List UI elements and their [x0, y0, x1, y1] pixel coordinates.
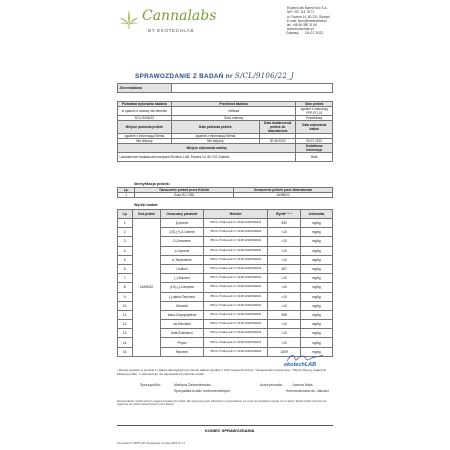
- ekotechlab-stamp: ekotechLAB: [284, 362, 317, 368]
- result-value: 958: [268, 310, 300, 319]
- sampling-date-header: Data pobrania próbek: [171, 121, 259, 134]
- delivery-date-header: Data dostarczenia próbek do laboratorium: [259, 121, 296, 134]
- row-number: 6.: [118, 264, 133, 273]
- basis-value: S/CL/9106/22: [118, 116, 172, 121]
- result-value: <10: [268, 283, 300, 292]
- divider: [117, 425, 333, 426]
- analysis-place-header: Miejsce wykonania analizy: [118, 144, 296, 153]
- method: PB-CL-TOHH-wyd.3 z 30.06.2020/0090NA: [203, 301, 268, 310]
- method: PB-CL-TOHH-wyd.3 z 30.06.2020/0090NA: [203, 228, 268, 237]
- authorized-by-title: Kierownik/czka ds. Jakości: [286, 389, 329, 393]
- result-value: <10: [268, 237, 300, 246]
- ident-lp: 1: [118, 193, 135, 198]
- method: PB-CL-TOHH-wyd.3 z 30.06.2020/0090NA: [203, 219, 268, 228]
- state-note: zgodne z instrukcją FFP-PO-02: [296, 107, 333, 116]
- company-info: [287, 6, 357, 32]
- form-code: Formularz F-SDPO-02 Obowiązuje od dnia 2021.07.17: [117, 441, 186, 445]
- unit: mg/kg: [300, 283, 332, 292]
- parameter: (-)-Borneol: [160, 274, 203, 283]
- parameter: D-Limonene: [160, 237, 203, 246]
- analysis-date-value: 05.07.2022: [296, 139, 333, 144]
- ident-lab-header: Oznaczenie próbek przez laboratorium: [234, 188, 333, 193]
- analysis-date-header: Data wykonania badań: [296, 121, 333, 134]
- report-date: Gdańsk, 05.07.2022: [286, 31, 324, 35]
- report-number: S/CL/9106/22_J: [234, 72, 294, 80]
- result-value: <10: [268, 338, 300, 347]
- row-number: 1.: [118, 219, 133, 228]
- prepared-by-title: Specjalista Analiz Instrumentalnych: [174, 389, 231, 393]
- row-number: 7.: [118, 274, 133, 283]
- result-value: <10: [268, 246, 300, 255]
- company-line: ul. Fiszera 14, 80-231 Gdańsk: [287, 14, 330, 19]
- method: PB-CL-TOHH-wyd.3 z 30.06.2020/0090NA: [203, 292, 268, 301]
- client-value: [171, 84, 332, 93]
- parameter: trans-Caryophyllene: [160, 310, 203, 319]
- row-number: 2.: [118, 228, 133, 237]
- delivery-date-value: 30.06.2022: [259, 139, 296, 144]
- end-of-report: KONIEC SPRAWOZDANIA: [205, 428, 255, 433]
- company-line: www.ekotechlab.pl: [287, 27, 314, 32]
- method: PB-CL-TOHH-wyd.3 z 30.06.2020/0090NA: [203, 310, 268, 319]
- info-table: [117, 83, 333, 162]
- results-unit-header: Jednostka: [300, 210, 332, 219]
- state-value: Prawidłowy: [296, 116, 333, 121]
- parameter: (1S)-(+)-3-Carene: [160, 228, 203, 237]
- cannalabs-logo: [118, 6, 228, 46]
- unit: mg/kg: [300, 246, 332, 255]
- method: PB-CL-TOHH-wyd.3 z 30.06.2020/0090NA: [203, 246, 268, 255]
- unit: mg/kg: [300, 264, 332, 273]
- unit: mg/kg: [300, 310, 332, 319]
- row-number: 12.: [118, 320, 133, 329]
- subject-header: Przedmiot badania: [171, 102, 296, 107]
- additional-info-value: Brak: [296, 153, 333, 162]
- results-row: [118, 219, 333, 228]
- client-label: Zleceniodawca: [118, 84, 172, 93]
- result-value: 467: [268, 264, 300, 273]
- authorized-by-label: Autoryzowała:: [260, 383, 283, 387]
- company-line: E-mail: biuro@ekotechlab.pl: [287, 18, 327, 23]
- method: PB-CL-TOHH-wyd.3 z 30.06.2020/0090NA: [203, 255, 268, 264]
- unit: mg/kg: [300, 219, 332, 228]
- prepared-by-label: Sporządził/a:: [140, 383, 161, 387]
- row-number: 15.: [118, 347, 133, 356]
- additional-info-header: Dodatkowe informacje: [296, 144, 333, 153]
- sampling-place-value: Nie dotyczy: [118, 139, 172, 144]
- method: PB-CL-TOHH-wyd.3 z 30.06.2020/0090NA: [203, 274, 268, 283]
- company-line: NIP: 957 114 78 72: [287, 10, 315, 15]
- prepared-by-name: Martyna Zalewniewska: [174, 383, 211, 387]
- report-title-text: SPRAWOZDANIE Z BADAŃ nr: [135, 73, 233, 80]
- authorized-by-name: Joanna Wals: [292, 383, 313, 387]
- sample-code: 16496/22: [133, 219, 161, 357]
- row-number: 4.: [118, 246, 133, 255]
- row-number: 5.: [118, 255, 133, 264]
- footnotes: ¹ Metody opisane w punkcie 1 (zakres akredytacji) lub metody własne zgodnie z informacją techniczną. ² Niepewność rozszerzona. ³ Wynik dotyczy wyłącznie badanej próbki. ⁴ Laboratorium nie odpowiada za pobranie próbki.: [117, 368, 327, 376]
- unit: mg/kg: [300, 347, 332, 356]
- parameter: Geraniol: [160, 301, 203, 310]
- row-number: 8.: [118, 283, 133, 292]
- results-method-header: Metoda¹: [203, 210, 268, 219]
- method: PB-CL-TOHH-wyd.3 z 30.06.2020/0090NA: [203, 320, 268, 329]
- method: PB-CL-TOHH-wyd.3 z 30.06.2020/0090NA: [203, 347, 268, 356]
- basis-header: Podstawa wykonania badania: [118, 102, 172, 107]
- subject-value: Susz roślinny: [171, 116, 296, 121]
- brand-subtitle: BY EKOTECHLAB: [148, 28, 195, 33]
- sampling-place-note: zgodnie z informacją Klienta: [118, 134, 172, 139]
- unit: mg/kg: [300, 320, 332, 329]
- row-number: 11.: [118, 310, 133, 319]
- unit: mg/kg: [300, 255, 332, 264]
- parameter: beta-Eudesmol: [160, 329, 203, 338]
- results-table: [117, 209, 333, 357]
- method: PB-CL-TOHH-wyd.3 z 30.06.2020/0090NA: [203, 264, 268, 273]
- parameter: (-)-alpha-Terpineol: [160, 292, 203, 301]
- parameter: α-Terpinolene: [160, 255, 203, 264]
- parameter: Linalool: [160, 264, 203, 273]
- results-label: Wyniki badań:: [134, 203, 159, 207]
- unit: mg/kg: [300, 301, 332, 310]
- unit: mg/kg: [300, 292, 332, 301]
- results-lp-header: Lp.: [118, 210, 133, 219]
- unit: mg/kg: [300, 228, 332, 237]
- brand-name: Cannalabs: [142, 8, 217, 24]
- company-line: Ekotech-lab Marek Kloc S.A.: [287, 6, 328, 10]
- parameter: cis-Nerolidol: [160, 320, 203, 329]
- sampling-place-header: Miejsce pobrania próbek: [118, 121, 172, 134]
- ident-client-header: Oznaczenie próbek przez Klienta: [135, 188, 234, 193]
- result-value: <10: [268, 274, 300, 283]
- ident-lp-header: Lp.: [118, 188, 135, 193]
- identification-table: [117, 187, 333, 198]
- result-value: <10: [268, 329, 300, 338]
- analysis-place-value: Laboratorium badawcze/rozwojowe Ekotech-LAB, Fiszera 14, 80-231 Gdańsk: [118, 153, 296, 162]
- results-code-header: Kod próbki: [133, 210, 161, 219]
- sampling-date-note: zgodnie z informacją Klienta: [171, 134, 259, 139]
- row-number: 9.: [118, 292, 133, 301]
- results-result-header: Wynik²⁻³⁻⁴: [268, 210, 300, 219]
- unit: mg/kg: [300, 338, 332, 347]
- result-value: <10: [268, 255, 300, 264]
- row-number: 10.: [118, 301, 133, 310]
- report-title: [135, 72, 294, 80]
- method: PB-CL-TOHH-wyd.3 z 30.06.2020/0090NA: [203, 237, 268, 246]
- method: PB-CL-TOHH-wyd.3 z 30.06.2020/0090NA: [203, 329, 268, 338]
- identification-label: Identyfikacja próbek:: [134, 182, 170, 186]
- result-value: <10: [268, 301, 300, 310]
- method: PB-CL-TOHH-wyd.3 z 30.06.2020/0090NA: [203, 283, 268, 292]
- company-line: tel: +48 58 380 31 60: [287, 23, 318, 28]
- parameter: Myrcene: [160, 347, 203, 356]
- parameter: (1S)-(-)-Camphor: [160, 283, 203, 292]
- subject-note: melissa: [171, 107, 296, 116]
- result-value: 2409: [268, 347, 300, 356]
- ident-lab-code: 16496/22: [234, 193, 333, 198]
- spacer: [118, 93, 333, 102]
- basis-note: w oparciu o umowę lub zlecenie: [118, 107, 172, 116]
- cannabis-leaf-icon: [118, 8, 140, 30]
- row-number: 13.: [118, 329, 133, 338]
- result-value: 533: [268, 219, 300, 228]
- result-value: <10: [268, 292, 300, 301]
- parameter: β-pinene: [160, 219, 203, 228]
- ident-client-code: Susz RC-CBD: [135, 193, 234, 198]
- row-number: 14.: [118, 338, 133, 347]
- state-header: Stan próbek: [296, 102, 333, 107]
- unit: mg/kg: [300, 329, 332, 338]
- legal-footer: Sprawozdanie z badań dotyczy wyłącznie badanych próbek. Bez pisemnej zgody laboratorium sprawozdanie nie może być powielane inaczej niż w całości. Wyniki badań odnoszą się wyłącznie do próbek dostarczonych przez Klienta.: [117, 400, 327, 407]
- sampling-date-value: Nie dotyczy: [171, 139, 259, 144]
- row-number: 3.: [118, 237, 133, 246]
- method: PB-CL-TOHH-wyd.3 z 30.06.2020/0090NA: [203, 338, 268, 347]
- results-parameter-header: Oznaczany parametr: [160, 210, 203, 219]
- result-value: <10: [268, 320, 300, 329]
- unit: mg/kg: [300, 274, 332, 283]
- parameter: Phytol: [160, 338, 203, 347]
- unit: mg/kg: [300, 237, 332, 246]
- result-value: <10: [268, 228, 300, 237]
- parameter: p-Cymene: [160, 246, 203, 255]
